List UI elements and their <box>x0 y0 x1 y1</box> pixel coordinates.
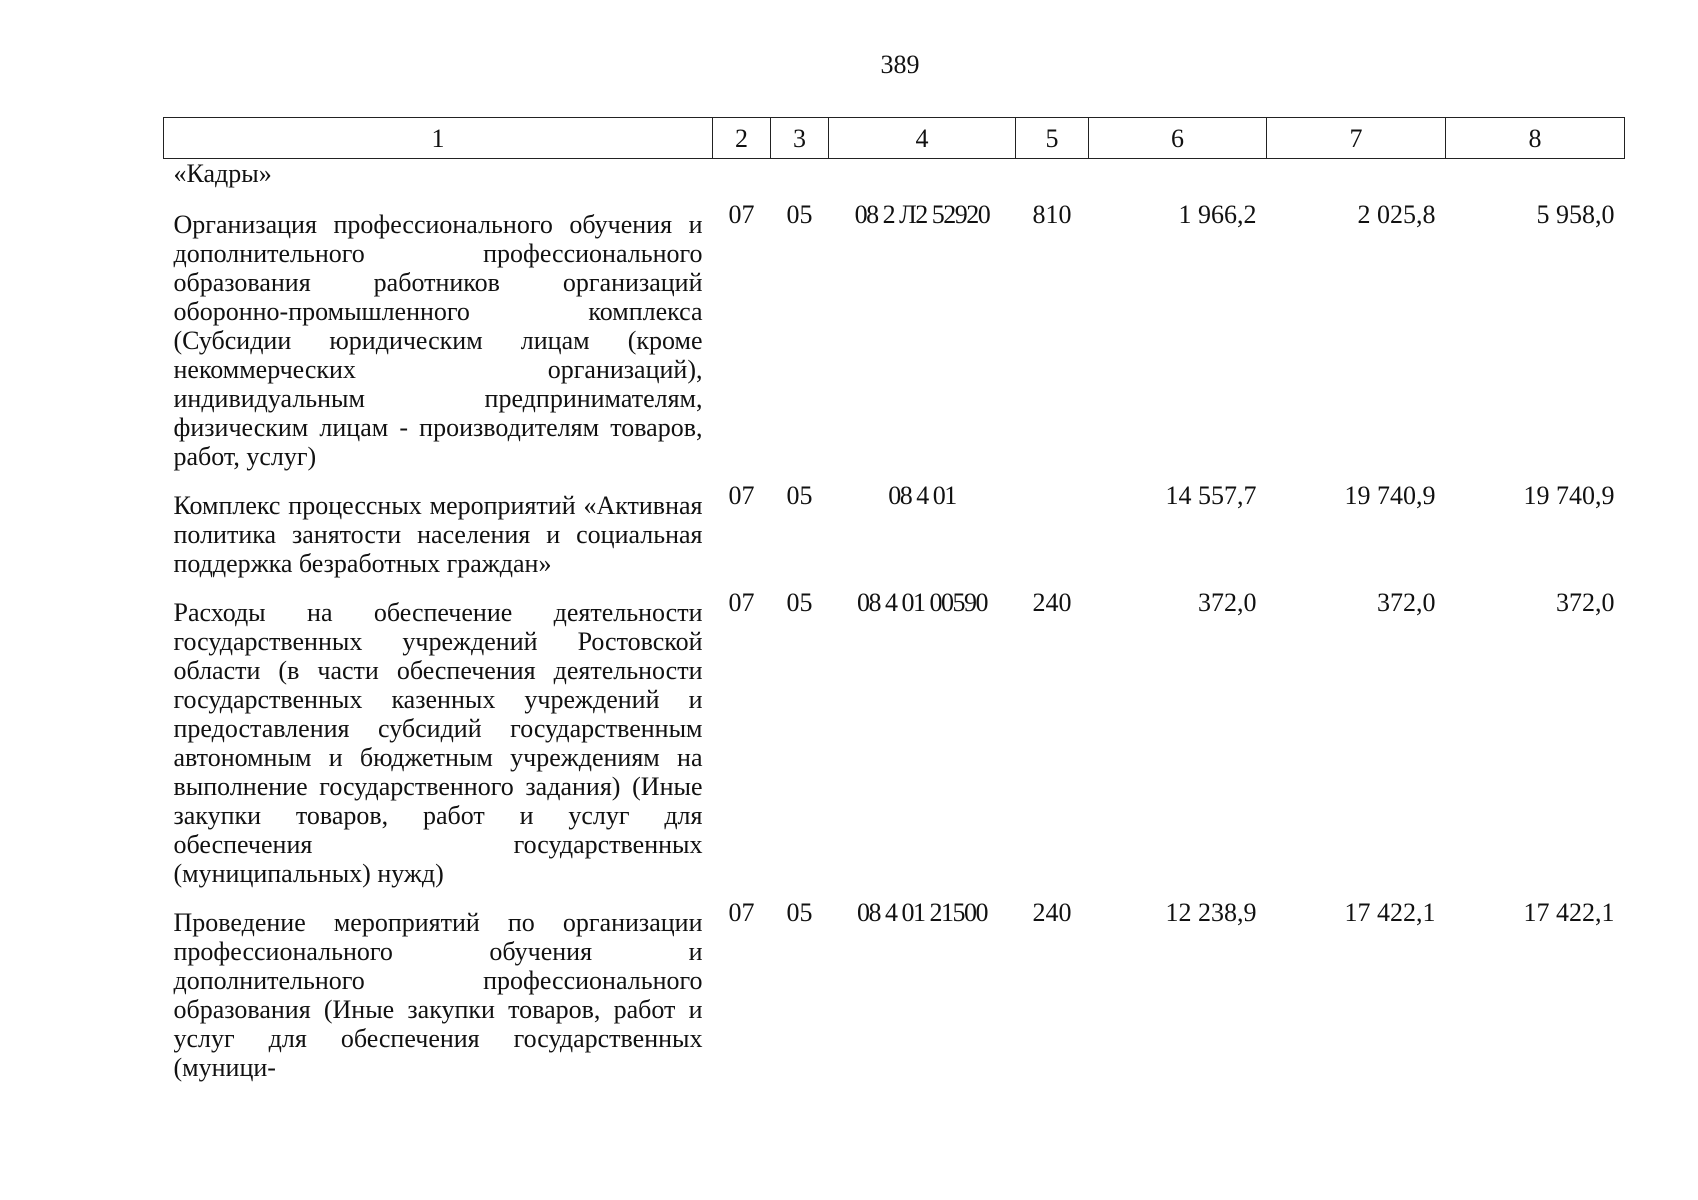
budget-table <box>163 117 1625 1092</box>
row-amount-2: 372,0 <box>1377 588 1436 617</box>
row-target-article: 08 4 01 00590 <box>857 588 987 617</box>
row-subsection: 05 <box>786 200 813 229</box>
row-description: Проведение мероприятий по организации профессионального обучения и дополнительного профессионального образования (Иные закупки товаров, работ и услуг для обеспечения государственных (муници- <box>173 908 703 1082</box>
row-subsection: 05 <box>786 481 813 510</box>
row-expense-type <box>1016 481 1089 588</box>
row-amount-3: 372,0 <box>1556 588 1615 617</box>
row-target-article: 08 4 01 <box>888 481 956 510</box>
row-amount-2: 2 025,8 <box>1357 200 1436 229</box>
page-number: 389 <box>880 50 920 79</box>
row-description: Организация профессионального обучения и дополнительного профессионального образования работников организаций оборонно-промышленного комплекса (Субсидии юридическим лицам (кроме некоммерческих организаций), индивидуальным предпринимателям, физическим лицам - производителям товаров, работ, услуг) <box>173 210 703 471</box>
header-col-3: 3 <box>771 118 829 159</box>
row-section: 07 <box>728 200 755 229</box>
row-description: Расходы на обеспечение деятельности государственных учреждений Ростовской области (в части обеспечения деятельности государственных казенных учреждений и предоставления субсидий государственным автономным и бюджетным учреждениям на выполнение государственного задания) (Иные закупки товаров, работ и услуг для обеспечения государственных (муниципальных) нужд) <box>173 598 703 888</box>
header-col-4: 4 <box>829 118 1016 159</box>
table-row <box>164 481 1625 588</box>
row-description: Комплекс процессных мероприятий «Активная политика занятости населения и социальная поддержка безработных граждан» <box>173 491 703 578</box>
header-col-2: 2 <box>713 118 771 159</box>
table-header <box>164 118 1625 159</box>
row-amount-1: 372,0 <box>1198 588 1257 617</box>
row-amount-2: 19 740,9 <box>1344 481 1436 510</box>
table-row <box>164 200 1625 481</box>
row-section: 07 <box>728 898 755 927</box>
header-col-5: 5 <box>1016 118 1089 159</box>
header-col-6: 6 <box>1089 118 1267 159</box>
table-row <box>164 588 1625 898</box>
row-amount-3: 19 740,9 <box>1523 481 1615 510</box>
row-section: 07 <box>728 588 755 617</box>
table-row-lead <box>164 159 1625 201</box>
row-amount-1: 1 966,2 <box>1178 200 1257 229</box>
lead-description: «Кадры» <box>173 159 272 188</box>
header-col-8: 8 <box>1446 118 1625 159</box>
row-expense-type: 240 <box>1032 588 1072 617</box>
row-section: 07 <box>728 481 755 510</box>
row-amount-2: 17 422,1 <box>1344 898 1436 927</box>
row-amount-1: 14 557,7 <box>1165 481 1257 510</box>
row-amount-3: 17 422,1 <box>1523 898 1615 927</box>
row-target-article: 08 2 Л2 52920 <box>854 200 990 229</box>
header-col-1: 1 <box>164 118 713 159</box>
header-row <box>164 118 1625 159</box>
row-expense-type: 240 <box>1032 898 1072 927</box>
header-col-7: 7 <box>1267 118 1446 159</box>
row-subsection: 05 <box>786 898 813 927</box>
row-target-article: 08 4 01 21500 <box>857 898 987 927</box>
row-expense-type: 810 <box>1032 200 1072 229</box>
row-amount-3: 5 958,0 <box>1536 200 1615 229</box>
row-subsection: 05 <box>786 588 813 617</box>
table-body <box>164 159 1625 1093</box>
table-row <box>164 898 1625 1092</box>
row-amount-1: 12 238,9 <box>1165 898 1257 927</box>
